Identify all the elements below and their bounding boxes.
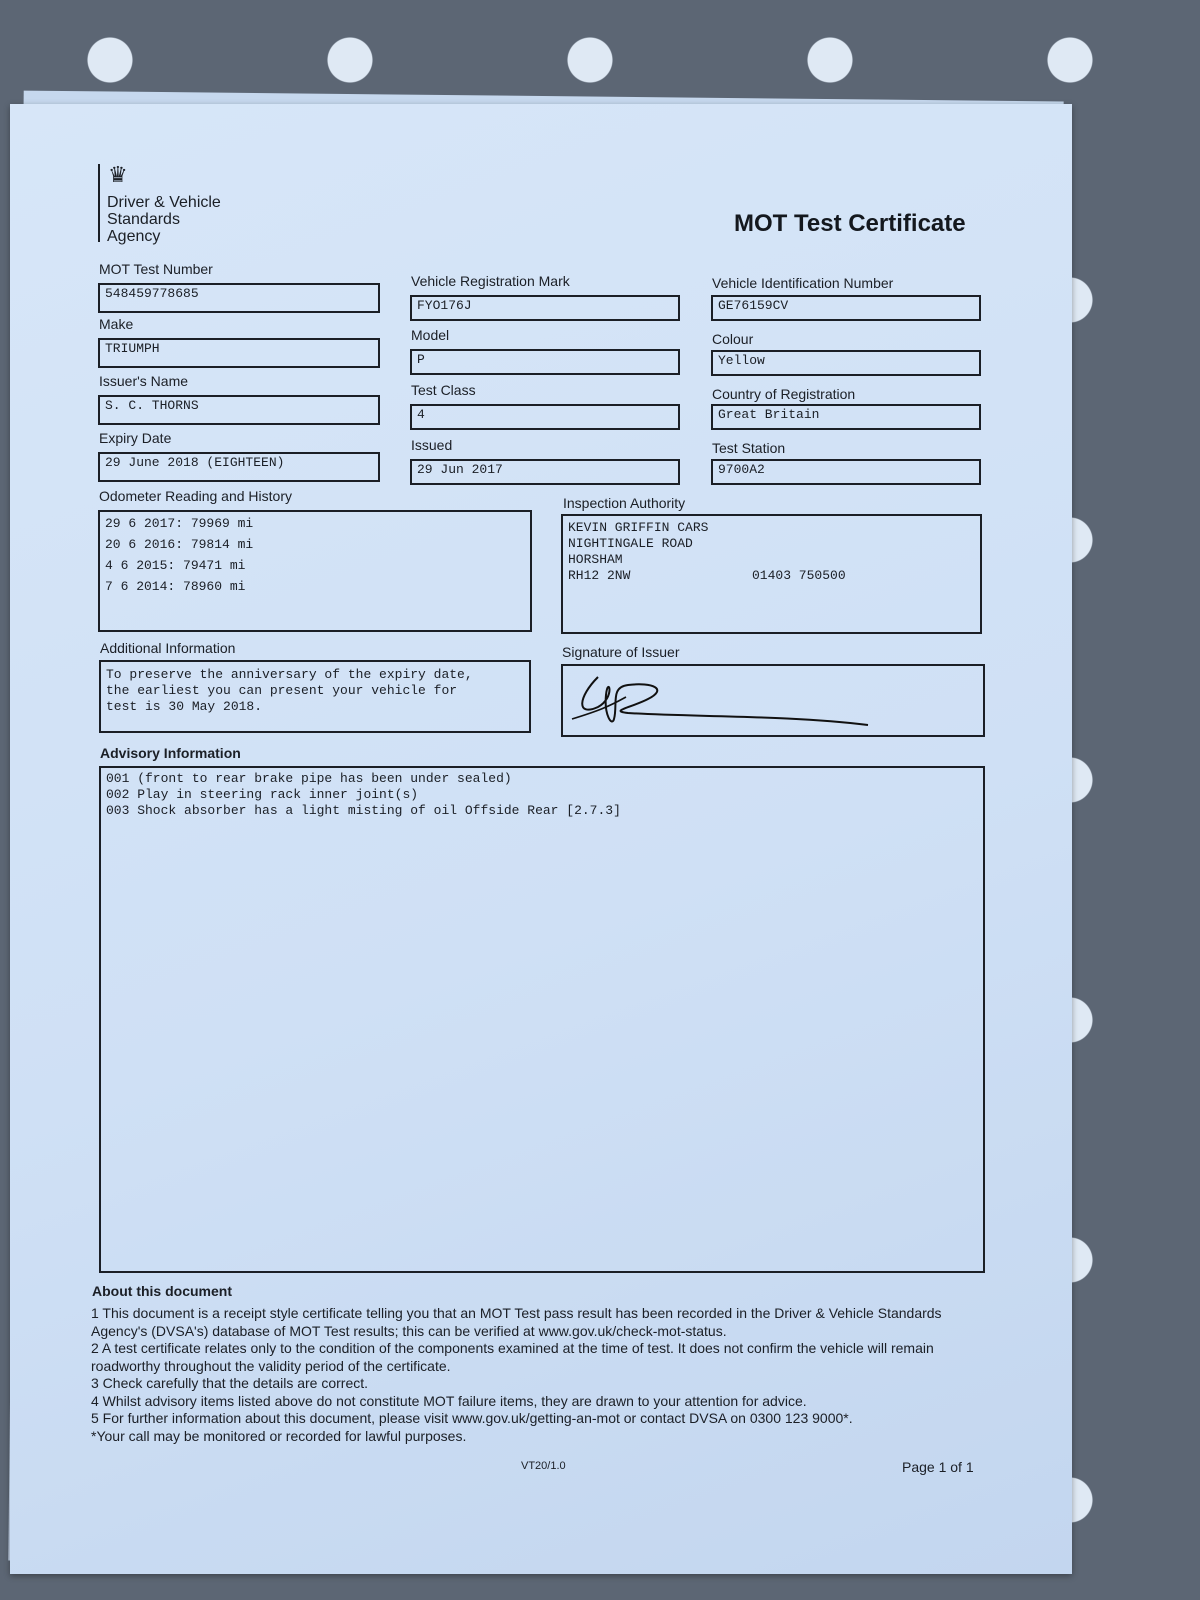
issued-field: 29 Jun 2017	[410, 459, 680, 485]
issuer-name-field: S. C. THORNS	[98, 395, 380, 425]
additional-info-line: To preserve the anniversary of the expiry date,	[106, 667, 473, 682]
authority-line: HORSHAM	[568, 552, 623, 567]
vrm-label: Vehicle Registration Mark	[411, 273, 570, 289]
authority-phone: 01403 750500	[752, 568, 846, 583]
page-number: Page 1 of 1	[902, 1459, 974, 1475]
make-label: Make	[99, 316, 134, 332]
advisory-box	[99, 766, 985, 1273]
additional-info-line: test is 30 May 2018.	[106, 699, 263, 714]
agency-name	[107, 194, 221, 245]
about-line: 3 Check carefully that the details are correct.	[91, 1375, 369, 1391]
authority-line: KEVIN GRIFFIN CARS	[568, 520, 709, 535]
authority-line	[568, 568, 975, 584]
test-station-label: Test Station	[712, 440, 786, 456]
test-class-field: 4	[410, 404, 680, 430]
test-class-label: Test Class	[411, 382, 476, 398]
about-line: 1 This document is a receipt style certificate telling you that an MOT Test pass result has been recorded in the Driver & Vehicle Standards Agency's (DVSA's) database of MOT Test results; this can be verified at www.gov.uk/check-mot-status.	[91, 1305, 942, 1339]
colour-label: Colour	[712, 331, 754, 347]
mot-test-number-field: 548459778685	[98, 283, 380, 313]
authority-postcode: RH12 2NW	[568, 568, 631, 583]
expiry-date-field: 29 June 2018 (EIGHTEEN)	[98, 452, 380, 482]
about-line: 2 A test certificate relates only to the condition of the components examined at the time of test. It does not confirm the vehicle will remain roadworthy throughout the validity period of the certificate.	[91, 1340, 934, 1374]
test-station-field: 9700A2	[711, 459, 981, 485]
country-field: Great Britain	[711, 404, 981, 430]
odometer-entry: 20 6 2016: 79814 mi	[105, 537, 254, 552]
advisory-label: Advisory Information	[100, 745, 241, 761]
document-title: MOT Test Certificate	[734, 210, 966, 237]
vin-label: Vehicle Identification Number	[712, 275, 894, 291]
model-label: Model	[411, 327, 450, 343]
about-line: *Your call may be monitored or recorded for lawful purposes.	[91, 1427, 467, 1444]
advisory-item: 002 Play in steering rack inner joint(s)	[106, 787, 419, 802]
mot-test-number-label: MOT Test Number	[99, 261, 213, 277]
inspection-authority-label: Inspection Authority	[563, 495, 686, 511]
odometer-entry: 4 6 2015: 79471 mi	[105, 558, 246, 573]
odometer-entry: 29 6 2017: 79969 mi	[105, 516, 254, 531]
make-field: TRIUMPH	[98, 338, 380, 368]
agency-line: Standards	[107, 211, 180, 228]
country-label: Country of Registration	[712, 386, 856, 402]
about-line: 4 Whilst advisory items listed above do not constitute MOT failure items, they are drawn to your attention for advice.	[91, 1392, 807, 1409]
issued-label: Issued	[411, 437, 453, 453]
odometer-history	[98, 510, 532, 632]
inspection-authority-box	[561, 514, 982, 634]
advisory-item: 003 Shock absorber has a light misting of oil Offside Rear [2.7.3]	[106, 803, 621, 818]
colour-field: Yellow	[711, 350, 981, 376]
royal-crest-icon: ♛	[108, 162, 128, 187]
agency-line: Driver & Vehicle	[107, 194, 221, 211]
agency-line: Agency	[107, 228, 161, 245]
form-code: VT20/1.0	[521, 1460, 566, 1472]
issuer-name-label: Issuer's Name	[99, 373, 189, 389]
expiry-date-label: Expiry Date	[99, 430, 172, 446]
about-title: About this document	[92, 1283, 232, 1299]
vin-field: GE76159CV	[711, 295, 981, 321]
authority-line: NIGHTINGALE ROAD	[568, 536, 693, 551]
additional-info-line: the earliest you can present your vehicle for	[106, 683, 458, 698]
signature-box	[561, 664, 985, 737]
advisory-item: 001 (front to rear brake pipe has been under sealed)	[106, 771, 512, 786]
additional-info-label: Additional Information	[100, 640, 236, 656]
about-text	[91, 1305, 991, 1445]
agency-rule	[98, 164, 100, 242]
odometer-label: Odometer Reading and History	[99, 488, 292, 504]
odometer-entry: 7 6 2014: 78960 mi	[105, 579, 246, 594]
signature-mark	[568, 667, 985, 736]
vrm-field: FYO176J	[410, 295, 680, 321]
about-line: 5 For further information about this document, please visit www.gov.uk/getting-an-mot or contact DVSA on 0300 123 9000*.	[91, 1410, 853, 1426]
signature-label: Signature of Issuer	[562, 644, 680, 660]
model-field: P	[410, 349, 680, 375]
additional-info-box	[99, 660, 531, 733]
